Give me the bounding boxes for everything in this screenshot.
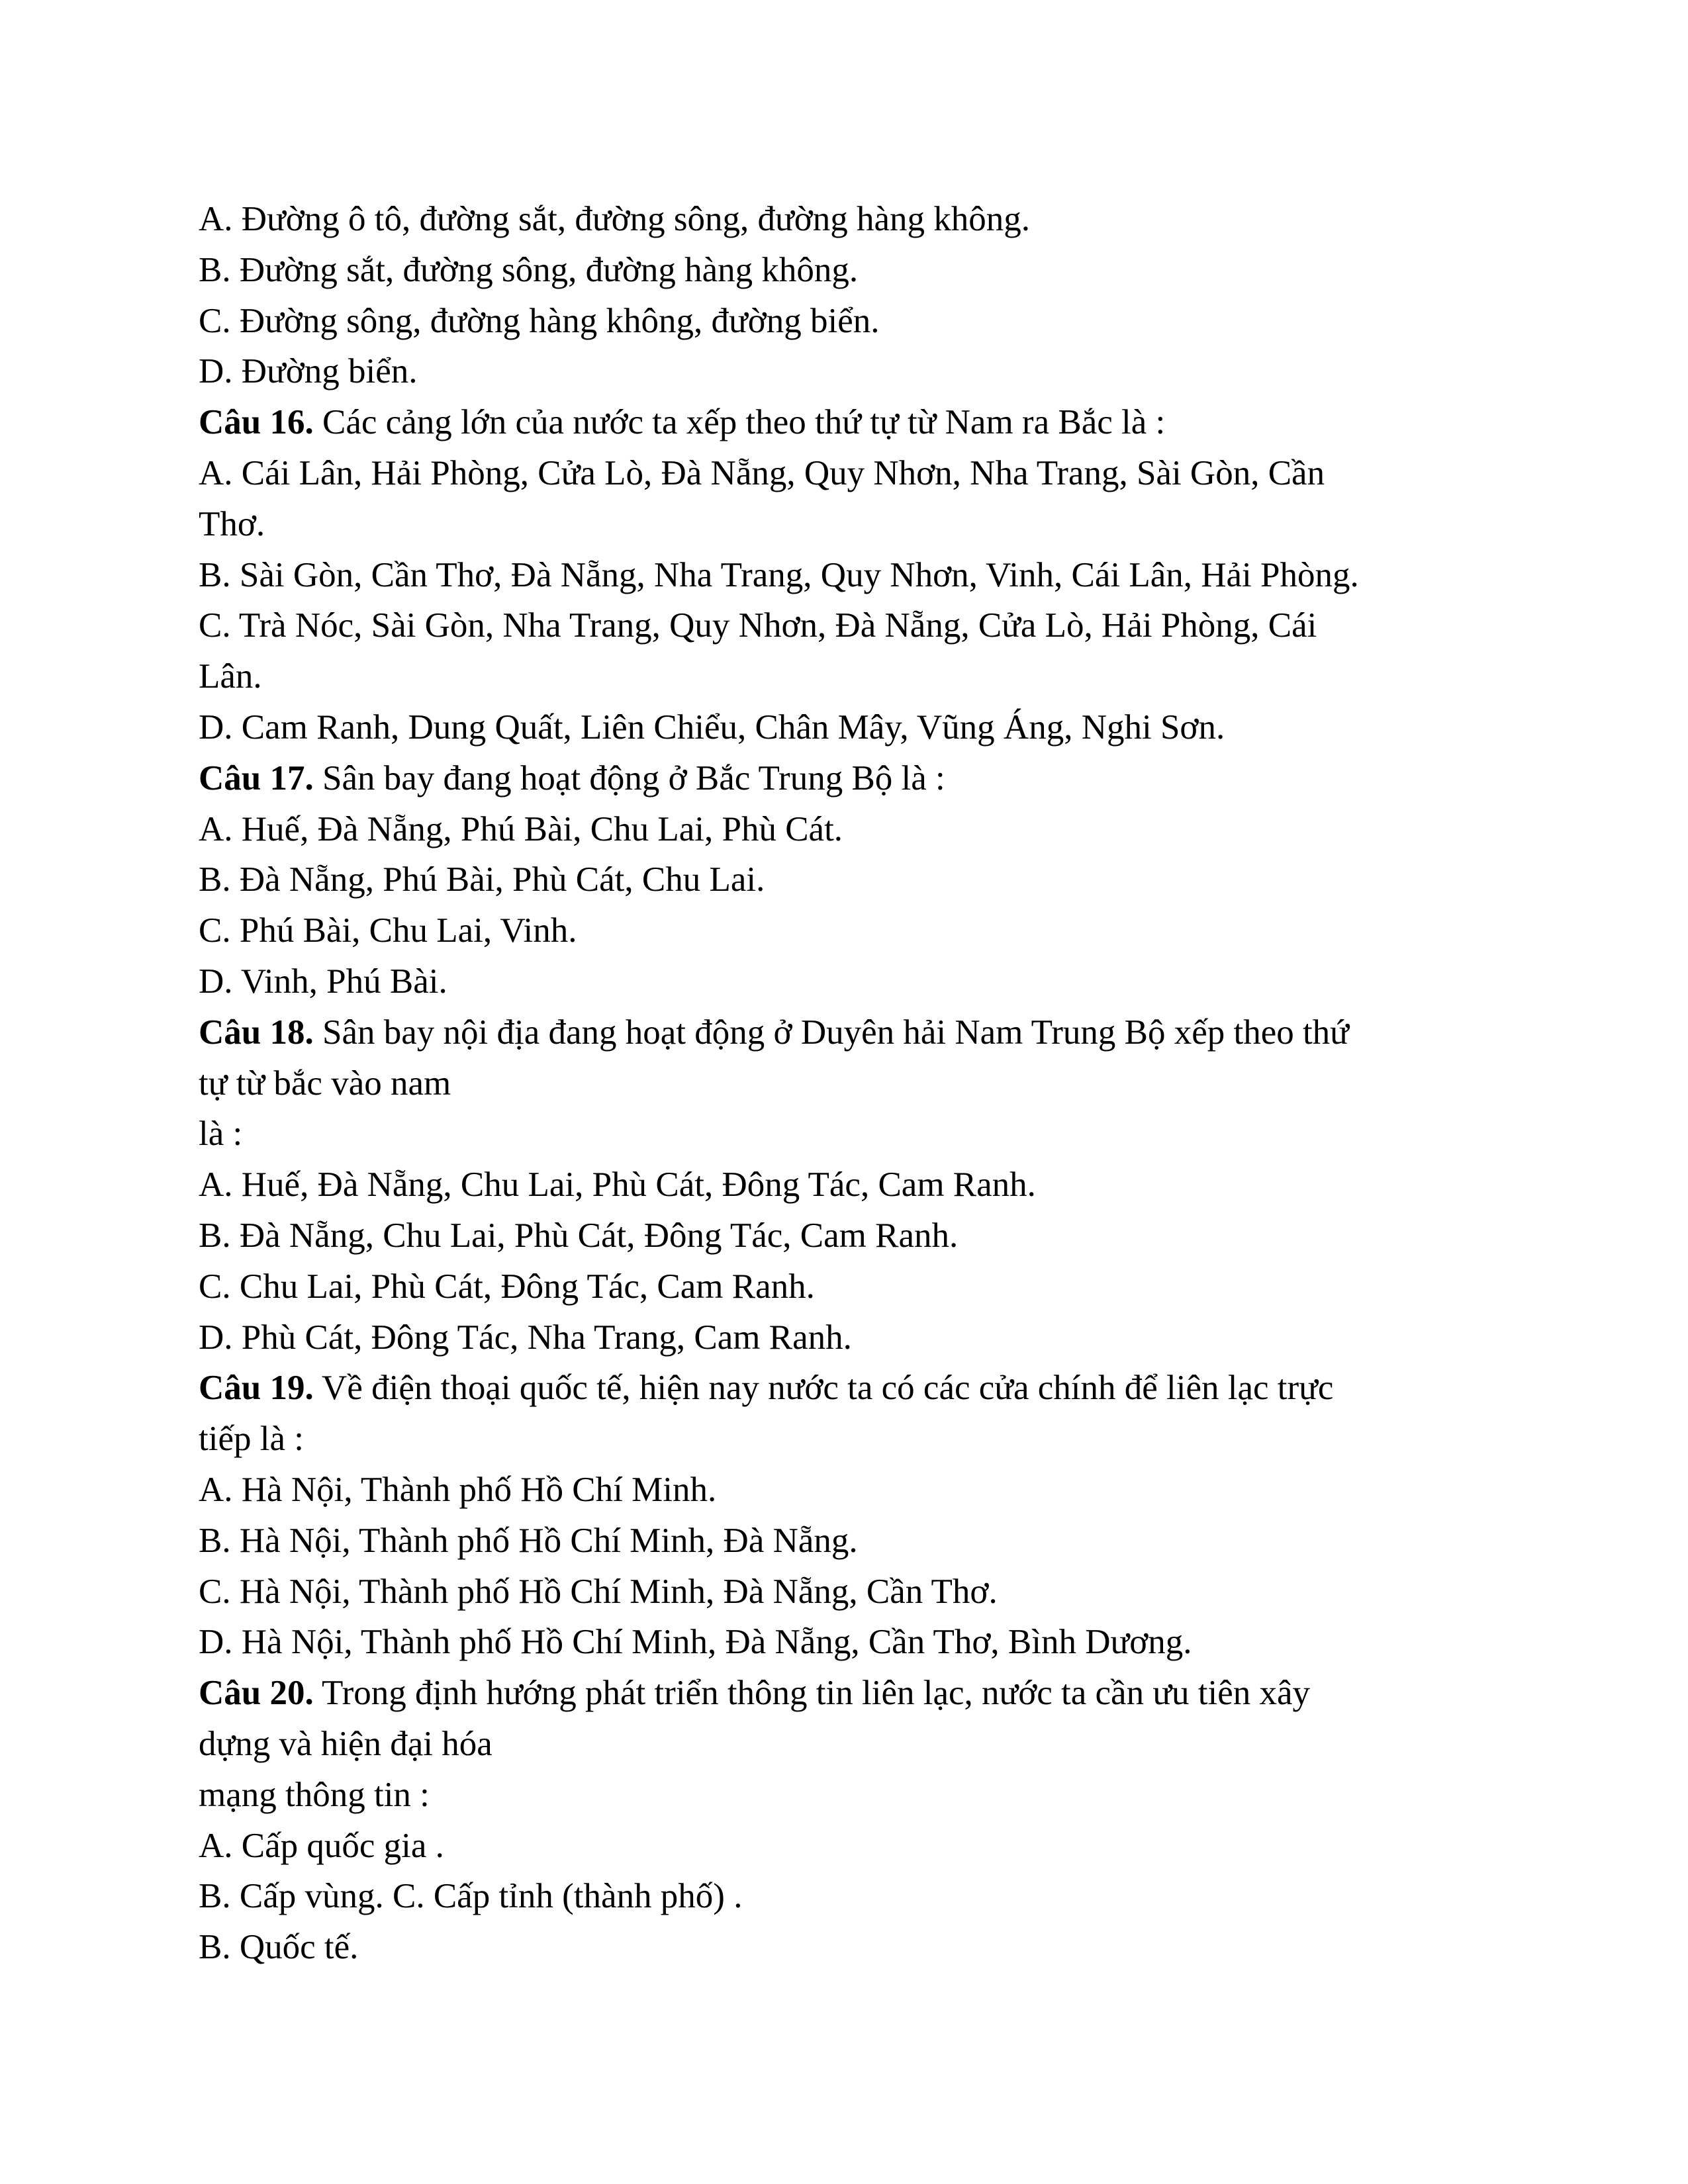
text-line: tự từ bắc vào nam [199, 1064, 451, 1103]
text-line: D. Đường biển. [199, 352, 418, 391]
text-line: là : [199, 1115, 243, 1154]
text-line: tiếp là : [199, 1420, 304, 1459]
text-line: A. Huế, Đà Nẵng, Phú Bài, Chu Lai, Phù Cát. [199, 809, 843, 848]
text-line: B. Sài Gòn, Cần Thơ, Đà Nẵng, Nha Trang, Quy Nhơn, Vinh, Cái Lân, Hải Phòng. [199, 555, 1359, 594]
text-line: mạng thông tin : [199, 1775, 430, 1814]
text-line: B. Quốc tế. [199, 1928, 359, 1967]
text-line: B. Đà Nẵng, Chu Lai, Phù Cát, Đông Tác, Cam Ranh. [199, 1216, 959, 1255]
question-number: Câu 20. [199, 1674, 314, 1713]
text-line: D. Phù Cát, Đông Tác, Nha Trang, Cam Ranh. [199, 1318, 852, 1357]
text-line: C. Trà Nóc, Sài Gòn, Nha Trang, Quy Nhơn, Đà Nẵng, Cửa Lò, Hải Phòng, Cái [199, 606, 1317, 645]
question-line [199, 753, 1496, 804]
text-line: B. Đà Nẵng, Phú Bài, Phù Cát, Chu Lai. [199, 860, 765, 899]
text-line: A. Huế, Đà Nẵng, Chu Lai, Phù Cát, Đông Tác, Cam Ranh. [199, 1165, 1036, 1205]
text-line: A. Cấp quốc gia . [199, 1826, 444, 1865]
question-text: Các cảng lớn của nước ta xếp theo thứ tự từ Nam ra Bắc là : [313, 403, 1166, 442]
text-line: A. Đường ô tô, đường sắt, đường sông, đường hàng không. [199, 200, 1031, 238]
question-number: Câu 19. [199, 1369, 314, 1408]
document-body [199, 194, 1496, 1973]
question-line [199, 1668, 1496, 1719]
text-line: B. Hà Nội, Thành phố Hồ Chí Minh, Đà Nẵng. [199, 1521, 858, 1560]
question-text: Sân bay nội địa đang hoạt động ở Duyên hải Nam Trung Bộ xếp theo thứ [313, 1013, 1349, 1052]
question-number: Câu 17. [199, 758, 314, 797]
text-line: C. Đường sông, đường hàng không, đường biển. [199, 301, 880, 340]
question-line [199, 1007, 1496, 1058]
question-number: Câu 16. [199, 403, 314, 442]
text-line: Thơ. [199, 504, 265, 543]
text-line: A. Cái Lân, Hải Phòng, Cửa Lò, Đà Nẵng, Quy Nhơn, Nha Trang, Sài Gòn, Cần [199, 453, 1325, 492]
text-line: Lân. [199, 657, 262, 696]
text-line: D. Cam Ranh, Dung Quất, Liên Chiểu, Chân Mây, Vũng Áng, Nghi Sơn. [199, 707, 1225, 747]
text-line: C. Phú Bài, Chu Lai, Vinh. [199, 911, 577, 950]
question-text: Trong định hướng phát triển thông tin liên lạc, nước ta cần ưu tiên xây [313, 1674, 1311, 1713]
question-text: Sân bay đang hoạt động ở Bắc Trung Bộ là : [313, 758, 945, 797]
text-line: B. Đường sắt, đường sông, đường hàng không. [199, 250, 859, 289]
text-line: dựng và hiện đại hóa [199, 1724, 492, 1763]
text-line: A. Hà Nội, Thành phố Hồ Chí Minh. [199, 1470, 717, 1509]
text-line: B. Cấp vùng. C. Cấp tỉnh (thành phố) . [199, 1877, 743, 1916]
question-line [199, 397, 1496, 448]
question-line [199, 1363, 1496, 1414]
question-text: Về điện thoại quốc tế, hiện nay nước ta có các cửa chính để liên lạc trực [313, 1369, 1334, 1408]
text-line: C. Hà Nội, Thành phố Hồ Chí Minh, Đà Nẵng, Cần Thơ. [199, 1572, 998, 1611]
text-line: D. Hà Nội, Thành phố Hồ Chí Minh, Đà Nẵng, Cần Thơ, Bình Dương. [199, 1623, 1192, 1662]
question-number: Câu 18. [199, 1013, 314, 1052]
text-line: D. Vinh, Phú Bài. [199, 962, 447, 1001]
text-line: C. Chu Lai, Phù Cát, Đông Tác, Cam Ranh. [199, 1267, 815, 1306]
